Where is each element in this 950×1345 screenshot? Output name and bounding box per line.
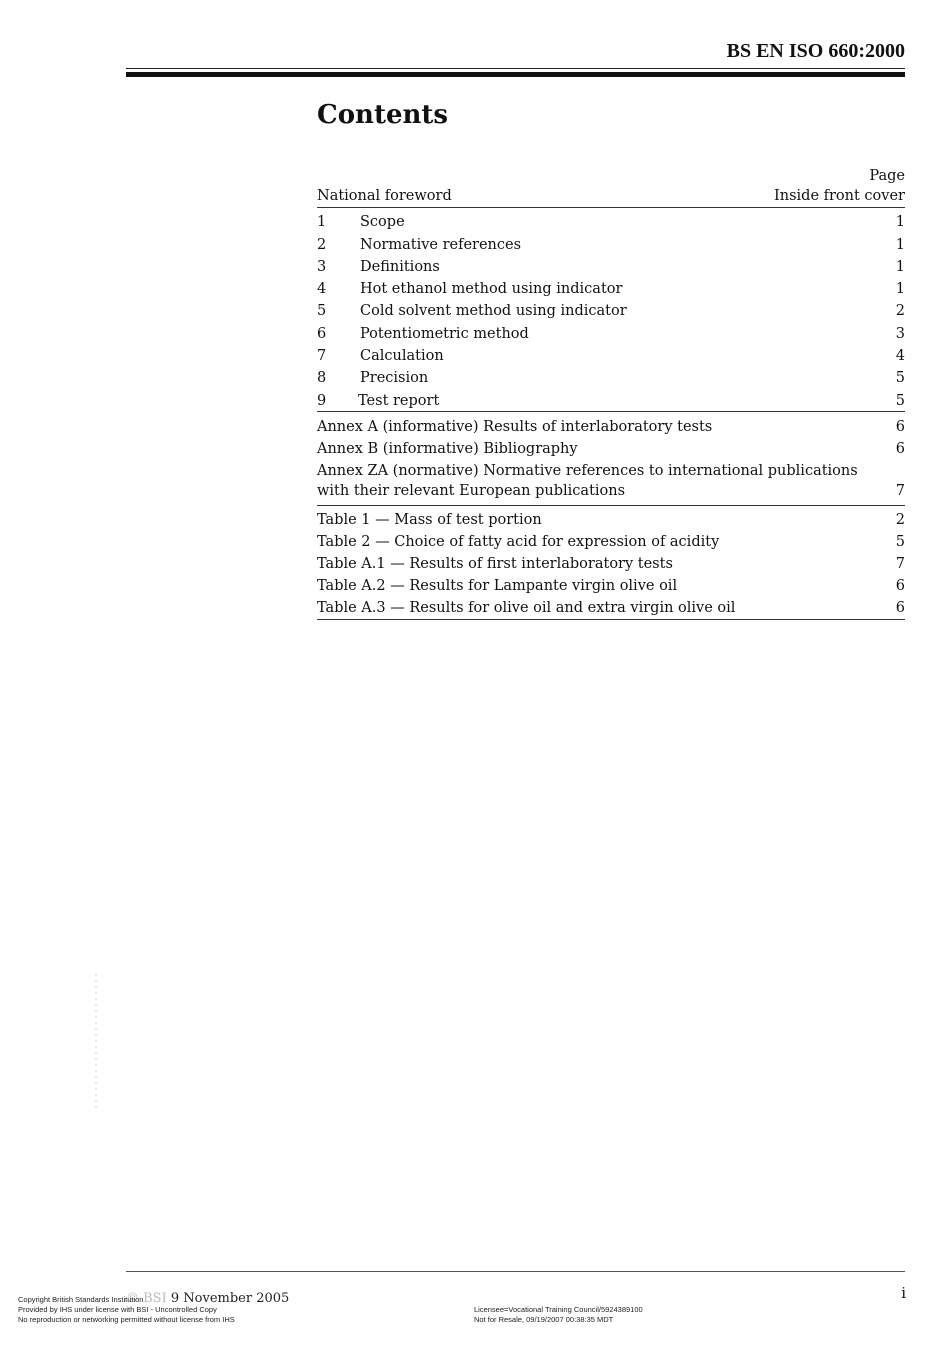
clause-title: Hot ethanol method using indicator — [360, 281, 623, 298]
toc-entry-page: 2 — [895, 511, 905, 528]
footer-rule — [126, 1271, 905, 1272]
toc-clause[interactable] — [317, 366, 905, 388]
table-of-contents — [317, 162, 905, 620]
copyright-line: Provided by IHS under license with BSI - Uncontrolled Copy — [18, 1305, 217, 1314]
toc-entry-page: 3 — [895, 325, 905, 342]
toc-table-entry[interactable] — [317, 530, 905, 552]
margin-dot-pattern — [94, 972, 98, 1112]
clause-title: Definitions — [360, 258, 440, 275]
table-title: Table 1 — Mass of test portion — [317, 511, 542, 528]
clause-number: 3 — [317, 258, 327, 275]
toc-entry-page: 7 — [895, 555, 905, 572]
toc-entry-page: 6 — [895, 599, 905, 616]
page-label: Page — [869, 168, 905, 184]
date-prefix: © BSI — [126, 1291, 167, 1306]
clause-number: 6 — [317, 325, 327, 342]
table-title: Table A.3 — Results for olive oil and extra virgin olive oil — [317, 599, 736, 616]
date-text: 9 November 2005 — [170, 1291, 290, 1306]
toc-entry-page: Inside front cover — [774, 188, 905, 204]
toc-entry-page: 2 — [895, 303, 905, 320]
table-title: Table A.1 — Results of first interlaboratory tests — [317, 555, 673, 572]
licensee-line: Not for Resale, 09/19/2007 00:38:35 MDT — [474, 1315, 614, 1324]
toc-clause[interactable] — [317, 344, 905, 366]
clause-number: 5 — [317, 303, 327, 320]
clause-title: Precision — [360, 370, 429, 387]
toc-clause[interactable] — [317, 299, 905, 321]
copyright-line: Copyright British Standards Institution — [18, 1295, 144, 1304]
clause-title: Scope — [360, 214, 405, 231]
table-title: Table 2 — Choice of fatty acid for expression of acidity — [317, 533, 720, 550]
licensee-line: Licensee=Vocational Training Council/5924389100 — [474, 1305, 643, 1314]
toc-clause[interactable] — [317, 232, 905, 254]
table-title: Table A.2 — Results for Lampante virgin olive oil — [317, 577, 678, 594]
clause-number: 4 — [317, 281, 327, 298]
toc-entry-page: 1 — [895, 258, 905, 275]
toc-entry-page: 6 — [895, 440, 905, 457]
copyright-notice — [18, 1295, 235, 1325]
clause-number: 1 — [317, 214, 327, 231]
page-column-heading — [317, 162, 905, 186]
standard-identifier: BS EN ISO 660:2000 — [726, 40, 905, 62]
page-number: i — [901, 1284, 906, 1302]
toc-entry-title: National foreword — [317, 188, 452, 204]
toc-entry-page: 1 — [895, 214, 905, 231]
annex-title: Annex ZA (normative) Normative references to international publications with their relevant European publications — [317, 462, 858, 499]
licensee-notice — [474, 1305, 643, 1325]
toc-table-entry[interactable] — [317, 508, 905, 530]
toc-entry-page: 1 — [895, 236, 905, 253]
annex-title: Annex A (informative) Results of interlaboratory tests — [317, 418, 713, 435]
header-rule-thick — [126, 72, 905, 77]
clause-number: 7 — [317, 348, 327, 365]
toc-entry-page: 1 — [895, 281, 905, 298]
toc-annex[interactable] — [317, 437, 905, 459]
toc-entry-foreword[interactable] — [317, 186, 905, 208]
clause-title: Normative references — [360, 236, 522, 253]
clause-title: Potentiometric method — [360, 325, 529, 342]
toc-annex[interactable] — [317, 459, 905, 501]
toc-clause[interactable] — [317, 388, 905, 410]
toc-entry-page: 5 — [895, 370, 905, 387]
toc-entry-page: 5 — [895, 392, 905, 409]
toc-annexes — [317, 411, 905, 501]
toc-table-entry[interactable] — [317, 552, 905, 574]
toc-table-entry[interactable] — [317, 574, 905, 596]
clause-number: 8 — [317, 370, 327, 387]
annex-title: Annex B (informative) Bibliography — [317, 440, 578, 457]
toc-entry-page: 5 — [895, 533, 905, 550]
clause-title: Test report — [358, 392, 440, 409]
toc-clause[interactable] — [317, 210, 905, 232]
clause-number: 2 — [317, 236, 327, 253]
clause-title: Calculation — [360, 348, 444, 365]
toc-tables — [317, 505, 905, 620]
toc-clause[interactable] — [317, 321, 905, 343]
toc-entry-page: 6 — [895, 418, 905, 435]
copyright-line: No reproduction or networking permitted without license from IHS — [18, 1315, 235, 1324]
toc-table-entry[interactable] — [317, 596, 905, 618]
header-rule-thin — [126, 68, 905, 69]
toc-clause[interactable] — [317, 255, 905, 277]
page-title: Contents — [317, 100, 449, 130]
clause-title: Cold solvent method using indicator — [360, 303, 627, 320]
toc-entry-page: 6 — [895, 577, 905, 594]
toc-annex[interactable] — [317, 415, 905, 437]
toc-entry-page: 7 — [895, 482, 905, 499]
clause-number: 9 — [317, 392, 327, 409]
toc-clauses — [317, 208, 905, 411]
toc-entry-page: 4 — [895, 348, 905, 365]
toc-clause[interactable] — [317, 277, 905, 299]
